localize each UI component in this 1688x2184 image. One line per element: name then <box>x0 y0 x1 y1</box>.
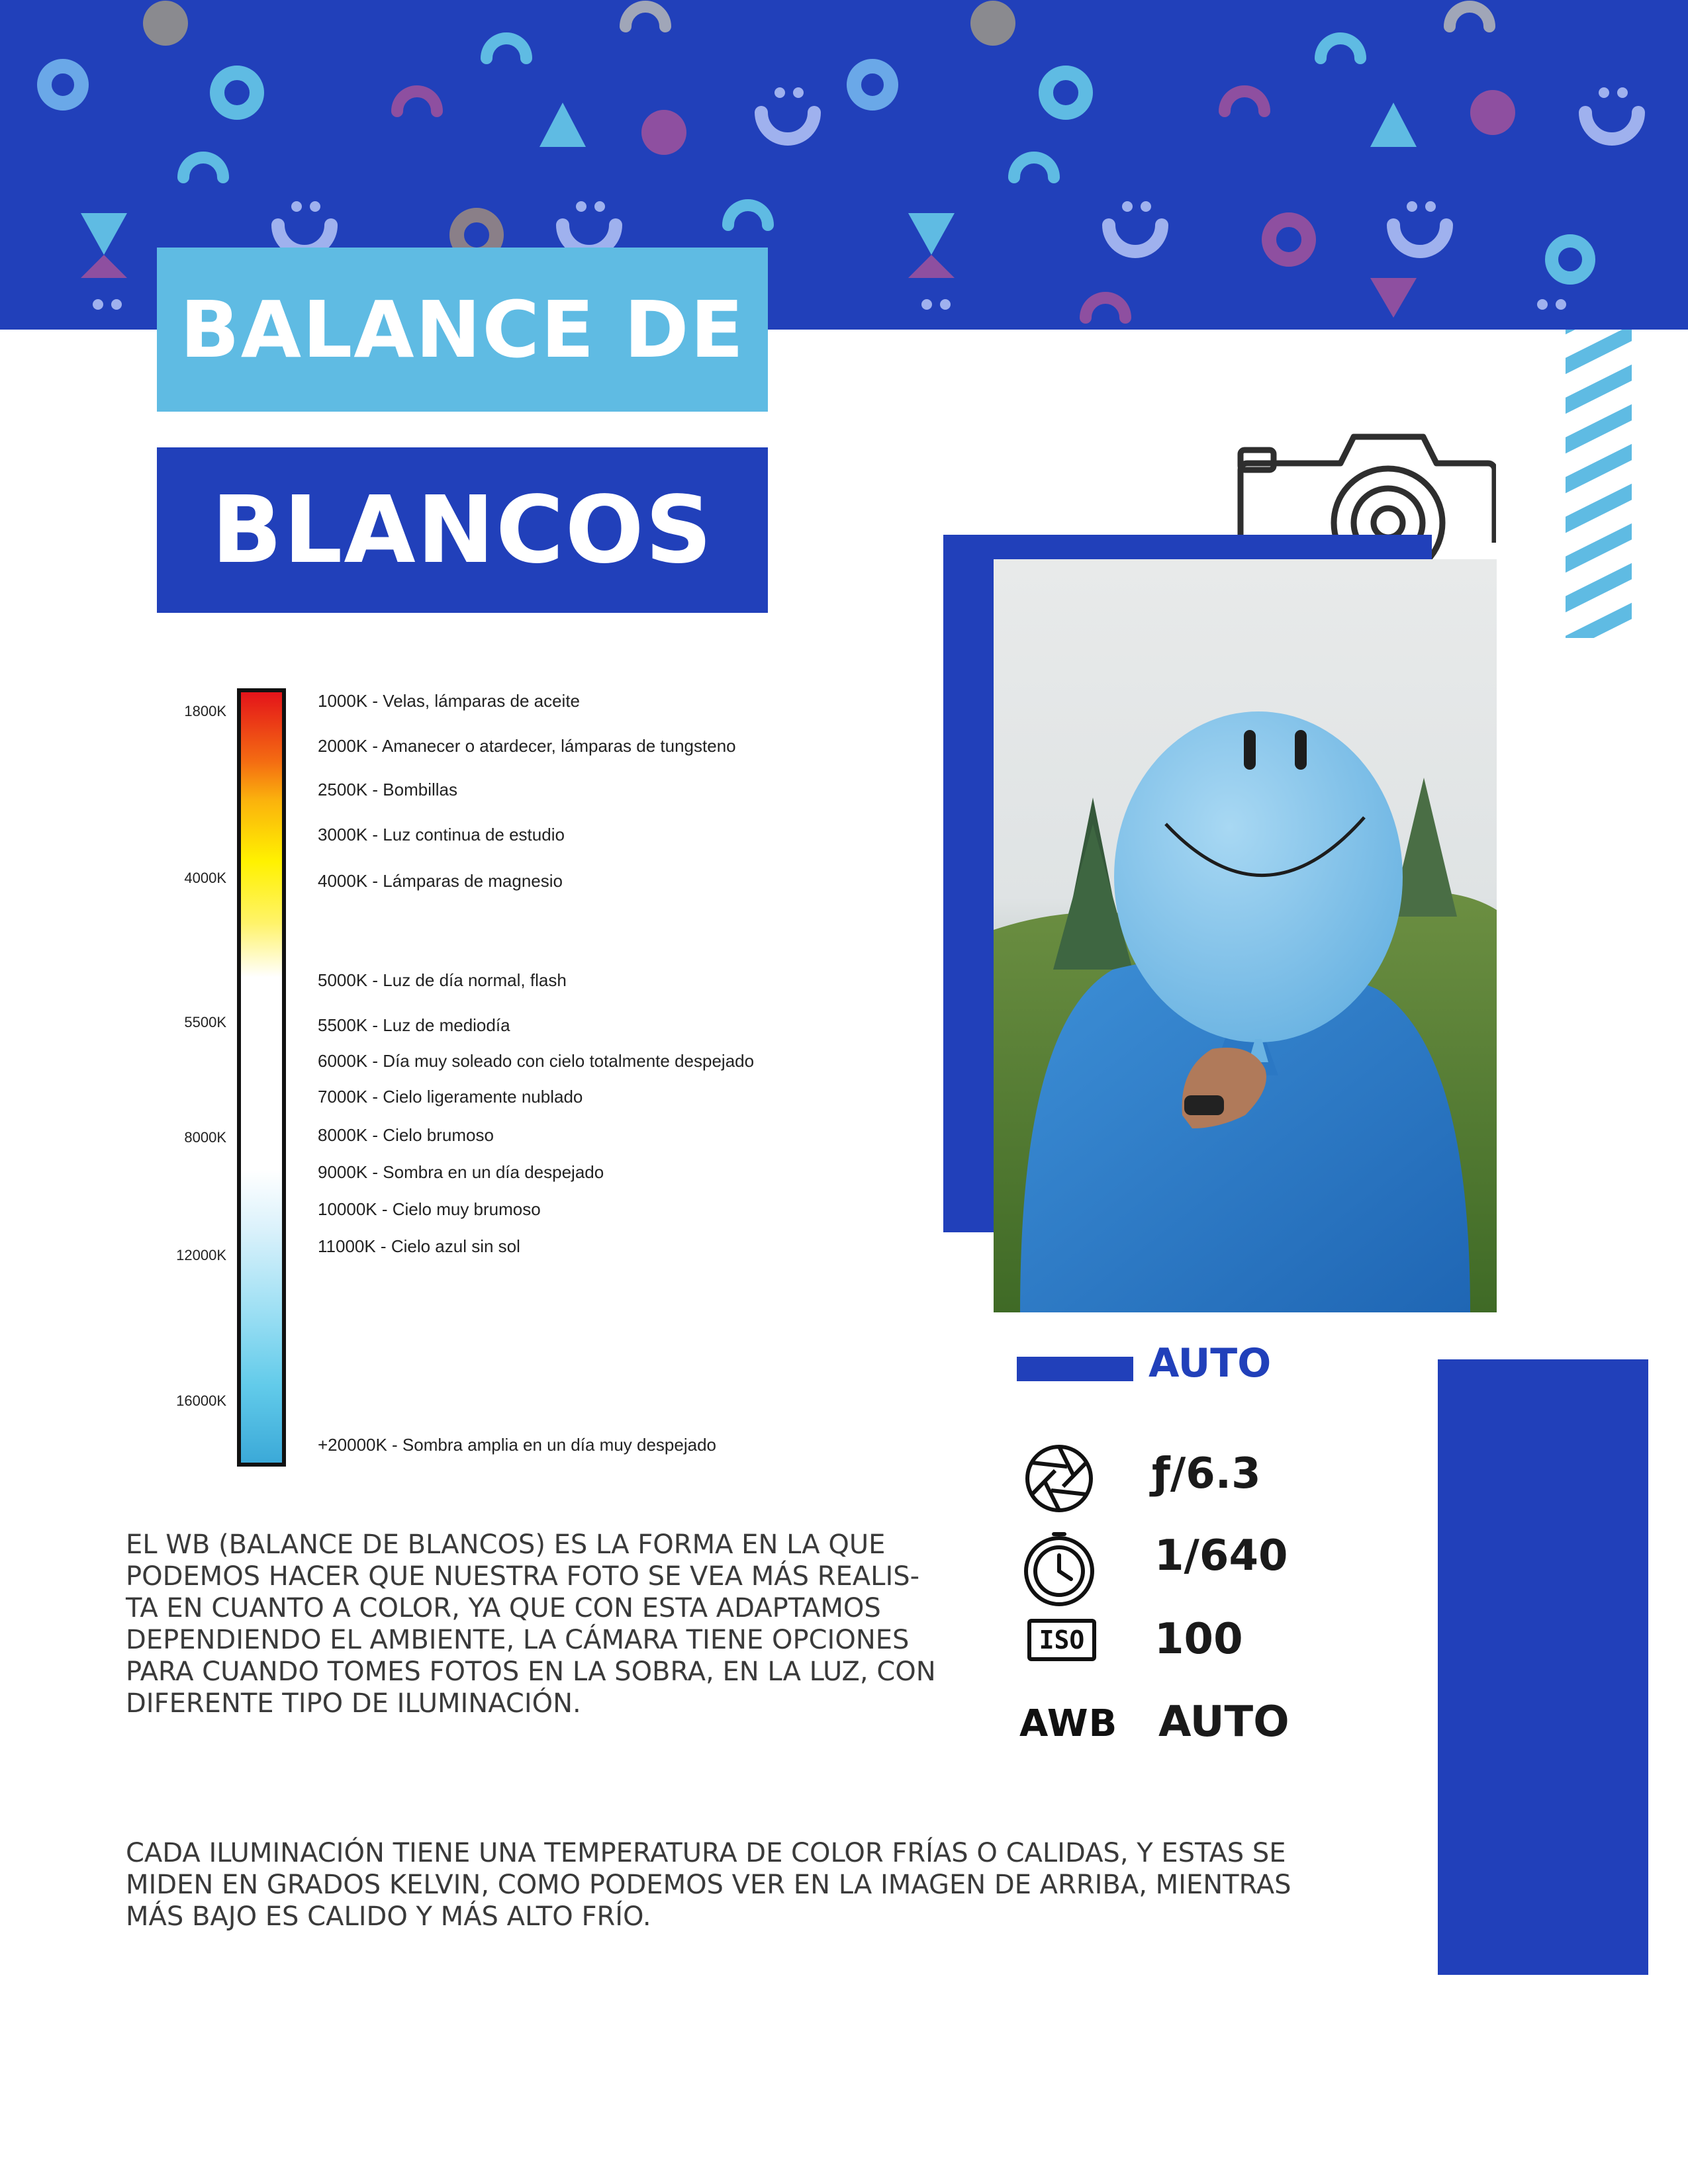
color-temperature-gradient-bar <box>237 688 286 1467</box>
iso-icon: ISO <box>1027 1619 1096 1661</box>
scale-label: 5500K <box>184 1014 226 1030</box>
kelvin-entry: 2000K - Amanecer o atardecer, lámparas de tungsteno <box>318 736 736 756</box>
kelvin-entry: 1000K - Velas, lámparas de aceite <box>318 691 581 711</box>
scale-label: 4000K <box>184 870 226 886</box>
aperture-value: ƒ/6.3 <box>1152 1449 1261 1498</box>
mode-heading: AUTO <box>1149 1340 1272 1387</box>
balloon-photo <box>994 559 1497 1312</box>
kelvin-entry: 4000K - Lámparas de magnesio <box>318 871 563 891</box>
scale-label: 16000K <box>176 1392 226 1409</box>
kelvin-entry: 5000K - Luz de día normal, flash <box>318 970 567 990</box>
kelvin-scale-chart <box>152 682 788 1476</box>
kelvin-explanation-paragraph: CADA ILUMINACIÓN TIENE UNA TEMPERATURA DE COLOR FRÍAS O CALIDAS, Y ESTAS SE MIDEN EN GRADOS KELVIN, COMO PODEMOS VER EN LA IMAGEN DE ARRIBA, MIENTRAS MÁS BAJO ES CALIDO Y MÁS ALTO FRÍO. <box>126 1838 1291 1932</box>
kelvin-entry: 9000K - Sombra en un día despejado <box>318 1162 604 1182</box>
awb-icon: AWB <box>1019 1702 1118 1745</box>
awb-value: AUTO <box>1158 1698 1289 1747</box>
accent-bar <box>1017 1357 1133 1381</box>
kelvin-entry: 2500K - Bombillas <box>318 780 457 799</box>
kelvin-entry: 5500K - Luz de mediodía <box>318 1015 510 1035</box>
kelvin-entry: 10000K - Cielo muy brumoso <box>318 1199 541 1219</box>
kelvin-entry: 11000K - Cielo azul sin sol <box>318 1236 520 1256</box>
decorative-block <box>1438 1359 1648 1975</box>
aperture-icon <box>1023 1443 1095 1514</box>
scale-label: 8000K <box>184 1129 226 1146</box>
kelvin-entry: 6000K - Día muy soleado con cielo totalmente despejado <box>318 1051 755 1071</box>
scale-label: 1800K <box>184 703 226 719</box>
shutter-speed-icon <box>1021 1530 1098 1607</box>
scale-label: 12000K <box>176 1247 226 1263</box>
kelvin-entry: 8000K - Cielo brumoso <box>318 1125 494 1145</box>
kelvin-entry: 3000K - Luz continua de estudio <box>318 825 565 844</box>
description-paragraph: EL WB (BALANCE DE BLANCOS) ES LA FORMA EN LA QUE PODEMOS HACER QUE NUESTRA FOTO SE VEA MÁS REALIS- TA EN CUANTO A COLOR, YA QUE CON ESTA ADAPTAMOS DEPENDIENDO EL AMBIENTE, LA CÁMARA TIENE OPCIONES PARA CUANDO TOMES FOTOS EN LA SOBRA, EN LA LUZ, CON DIFERENTE TIPO DE ILUMINACIÓN. <box>126 1529 936 1719</box>
shutter-speed-value: 1/640 <box>1154 1531 1288 1580</box>
title-line-2: BLANCOS <box>157 447 768 613</box>
title-line-1: BALANCE DE <box>157 248 768 412</box>
diagonal-stripes <box>1566 330 1632 638</box>
iso-value: 100 <box>1154 1615 1243 1664</box>
kelvin-entry: +20000K - Sombra amplia en un día muy despejado <box>318 1435 716 1455</box>
kelvin-entry: 7000K - Cielo ligeramente nublado <box>318 1087 583 1107</box>
